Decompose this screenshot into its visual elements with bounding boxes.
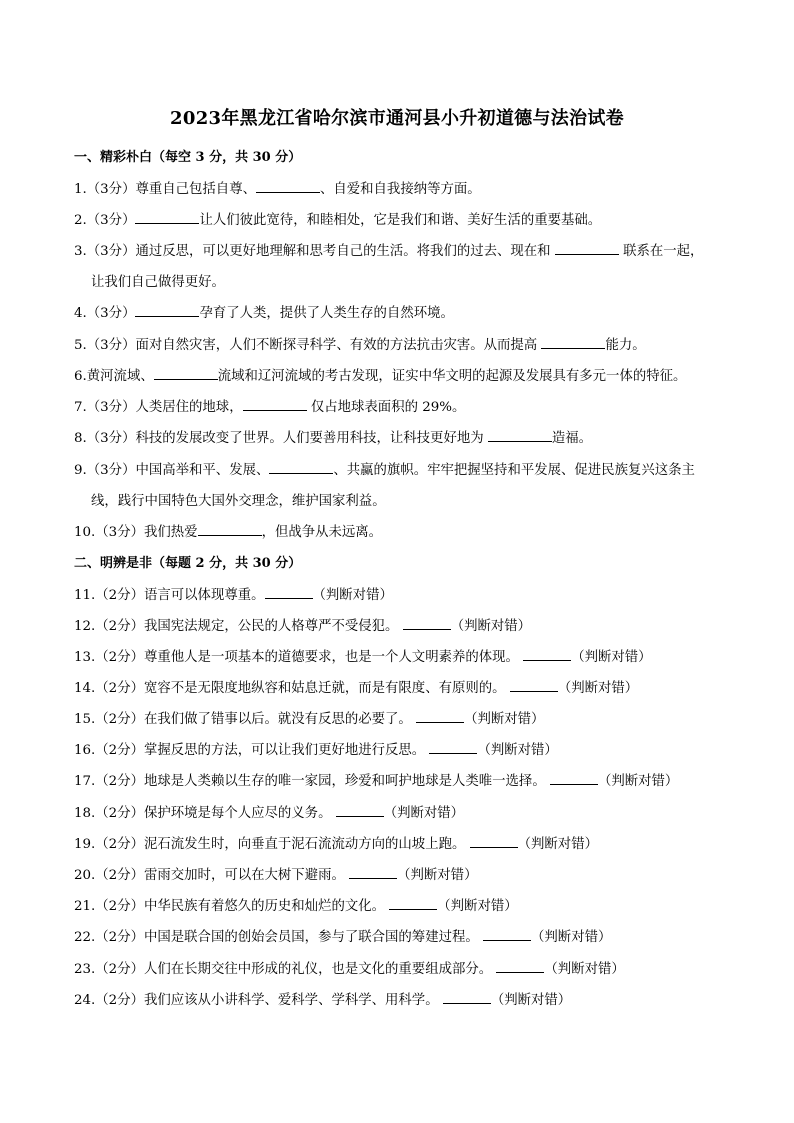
question-text: 面对自然灾害，人们不断探寻科学、有效的方法抗击灾害。从而提高 bbox=[135, 338, 542, 353]
question-11 bbox=[74, 584, 393, 603]
question-7 bbox=[74, 396, 465, 415]
question-number: 9.（3分） bbox=[74, 463, 136, 478]
question-text: 联系在一起， bbox=[618, 244, 704, 259]
question-number: 4.（3分） bbox=[74, 306, 136, 321]
question-22 bbox=[74, 926, 611, 945]
question-8 bbox=[74, 427, 592, 446]
question-text: 流域和辽河流域的考古发现，证实中华文明的起源及发展具有多元一体的特征。 bbox=[217, 369, 687, 384]
question-text: 中国是联合国的创始会员国，参与了联合国的筹建过程。 bbox=[144, 930, 484, 945]
answer-blank[interactable] bbox=[550, 772, 598, 785]
question-number: 13.（2分） bbox=[74, 650, 144, 665]
question-number: 16.（2分） bbox=[74, 743, 144, 758]
answer-blank[interactable] bbox=[403, 617, 451, 630]
question-text: 尊重他人是一项基本的道德要求，也是一个人文明素养的体现。 bbox=[144, 650, 524, 665]
question-number: 12.（2分） bbox=[74, 619, 144, 634]
question-text: 中华民族有着悠久的历史和灿烂的文化。 bbox=[144, 899, 390, 914]
question-text: 中国高举和平、发展、 bbox=[135, 463, 270, 478]
question-number: 18.（2分） bbox=[74, 806, 144, 821]
judge-hint: （判断对错） bbox=[544, 962, 625, 977]
question-text: 造福。 bbox=[551, 431, 593, 446]
question-number: 10.（3分） bbox=[74, 525, 144, 540]
question-text: 地球是人类赖以生存的唯一家园，珍爱和呵护地球是人类唯一选择。 bbox=[144, 774, 550, 789]
question-10 bbox=[74, 521, 382, 540]
question-text: 科技的发展改变了世界。人们要善用科技，让科技更好地为 bbox=[135, 431, 488, 446]
answer-blank[interactable] bbox=[265, 586, 313, 599]
answer-blank[interactable] bbox=[154, 367, 218, 380]
question-3 bbox=[74, 240, 703, 259]
question-text: 语言可以体现尊重。 bbox=[144, 588, 265, 603]
question-text: 尊重自己包括自尊、 bbox=[135, 182, 256, 197]
judge-hint: （判断对错） bbox=[312, 588, 393, 603]
question-number: 6. bbox=[74, 369, 87, 384]
question-text: 、自爱和自我接纳等方面。 bbox=[319, 182, 481, 197]
answer-blank[interactable] bbox=[416, 710, 464, 723]
question-number: 3.（3分） bbox=[74, 244, 136, 259]
question-text: 宽容不是无限度地纵容和姑息迁就，而是有限度、有原则的。 bbox=[144, 681, 510, 696]
question-19 bbox=[74, 833, 598, 852]
answer-blank[interactable] bbox=[510, 679, 558, 692]
question-18 bbox=[74, 802, 464, 821]
question-12 bbox=[74, 615, 531, 634]
answer-blank[interactable] bbox=[349, 866, 397, 879]
section-heading-fill-blank: 一、精彩朴白（每空 3 分，共 30 分） bbox=[74, 150, 302, 165]
question-text: 保护环境是每个人应尽的义务。 bbox=[144, 806, 336, 821]
judge-hint: （判断对错） bbox=[571, 650, 652, 665]
judge-hint: （判断对错） bbox=[397, 868, 478, 883]
question-6 bbox=[74, 365, 686, 384]
question-text: 我国宪法规定，公民的人格尊严不受侵犯。 bbox=[144, 619, 403, 634]
question-20 bbox=[74, 864, 477, 883]
question-text: 我们应该从小讲科学、爱科学、学科学、用科学。 bbox=[144, 993, 443, 1008]
judge-hint: （判断对错） bbox=[477, 743, 558, 758]
answer-blank[interactable] bbox=[541, 336, 605, 349]
judge-hint: （判断对错） bbox=[464, 712, 545, 727]
question-number: 21.（2分） bbox=[74, 899, 144, 914]
question-number: 1.（3分） bbox=[74, 182, 136, 197]
judge-hint: （判断对错） bbox=[450, 619, 532, 634]
answer-blank[interactable] bbox=[198, 523, 262, 536]
answer-blank[interactable] bbox=[389, 897, 437, 910]
judge-hint: （判断对错） bbox=[490, 993, 572, 1008]
judge-hint: （判断对错） bbox=[517, 837, 598, 852]
question-text: 仅占地球表面积的 29%。 bbox=[306, 400, 466, 415]
question-number: 22.（2分） bbox=[74, 930, 144, 945]
question-text: 在我们做了错事以后。就没有反思的必要了。 bbox=[144, 712, 417, 727]
answer-blank[interactable] bbox=[135, 304, 199, 317]
question-text: 雷雨交加时，可以在大树下避雨。 bbox=[144, 868, 350, 883]
question-text: 通过反思，可以更好地理解和思考自己的生活。将我们的过去、现在和 bbox=[135, 244, 555, 259]
answer-blank[interactable] bbox=[488, 429, 552, 442]
question-9-continued: 线，践行中国特色大国外交理念，维护国家利益。 bbox=[91, 494, 386, 509]
question-number: 17.（2分） bbox=[74, 774, 144, 789]
question-2 bbox=[74, 209, 601, 228]
question-5 bbox=[74, 334, 646, 353]
question-number: 19.（2分） bbox=[74, 837, 144, 852]
question-number: 11.（2分） bbox=[74, 588, 144, 603]
question-number: 2.（3分） bbox=[74, 213, 136, 228]
question-24 bbox=[74, 989, 571, 1008]
question-15 bbox=[74, 708, 544, 727]
answer-blank[interactable] bbox=[429, 741, 477, 754]
question-number: 24.（2分） bbox=[74, 993, 144, 1008]
answer-blank[interactable] bbox=[470, 835, 518, 848]
judge-hint: （判断对错） bbox=[437, 899, 518, 914]
answer-blank[interactable] bbox=[243, 398, 307, 411]
question-text: 黄河流域、 bbox=[86, 369, 154, 384]
question-13 bbox=[74, 646, 652, 665]
answer-blank[interactable] bbox=[496, 960, 544, 973]
judge-hint: （判断对错） bbox=[383, 806, 465, 821]
question-text: 人类居住的地球， bbox=[135, 400, 243, 415]
answer-blank[interactable] bbox=[483, 928, 531, 941]
question-number: 14.（2分） bbox=[74, 681, 144, 696]
question-14 bbox=[74, 677, 638, 696]
question-number: 5.（3分） bbox=[74, 338, 136, 353]
question-3-continued: 让我们自己做得更好。 bbox=[91, 275, 225, 290]
answer-blank[interactable] bbox=[269, 461, 333, 474]
answer-blank[interactable] bbox=[135, 211, 199, 224]
question-1 bbox=[74, 178, 481, 197]
answer-blank[interactable] bbox=[555, 242, 619, 255]
question-text: 我们热爱 bbox=[144, 525, 198, 540]
page-title: 2023年黑龙江省哈尔滨市通河县小升初道德与法治试卷 bbox=[170, 108, 624, 129]
question-16 bbox=[74, 739, 558, 758]
question-number: 23.（2分） bbox=[74, 962, 144, 977]
question-text: 人们在长期交往中形成的礼仪，也是文化的重要组成部分。 bbox=[144, 962, 497, 977]
question-number: 15.（2分） bbox=[74, 712, 144, 727]
question-21 bbox=[74, 895, 518, 914]
answer-blank[interactable] bbox=[256, 180, 320, 193]
question-17 bbox=[74, 770, 678, 789]
question-9 bbox=[74, 459, 695, 478]
answer-blank[interactable] bbox=[336, 804, 384, 817]
answer-blank[interactable] bbox=[523, 648, 571, 661]
judge-hint: （判断对错） bbox=[531, 930, 612, 945]
question-number: 8.（3分） bbox=[74, 431, 136, 446]
question-4 bbox=[74, 302, 454, 321]
question-text: 、共赢的旗帜。牢牢把握坚持和平发展、促进民族复兴这条主 bbox=[333, 463, 695, 478]
question-number: 20.（2分） bbox=[74, 868, 144, 883]
answer-blank[interactable] bbox=[443, 991, 491, 1004]
question-text: ，但战争从未远离。 bbox=[261, 525, 383, 540]
question-text: 泥石流发生时，向垂直于泥石流流动方向的山坡上跑。 bbox=[144, 837, 470, 852]
question-23 bbox=[74, 958, 625, 977]
judge-hint: （判断对错） bbox=[557, 681, 639, 696]
question-number: 7.（3分） bbox=[74, 400, 136, 415]
question-text: 让人们彼此宽待，和睦相处，它是我们和谐、美好生活的重要基础。 bbox=[199, 213, 602, 228]
question-text: 掌握反思的方法，可以让我们更好地进行反思。 bbox=[144, 743, 430, 758]
question-text: 孕育了人类，提供了人类生存的自然环境。 bbox=[199, 306, 454, 321]
judge-hint: （判断对错） bbox=[597, 774, 679, 789]
question-text: 能力。 bbox=[605, 338, 646, 353]
section-heading-true-false: 二、明辨是非（每题 2 分，共 30 分） bbox=[74, 556, 302, 571]
